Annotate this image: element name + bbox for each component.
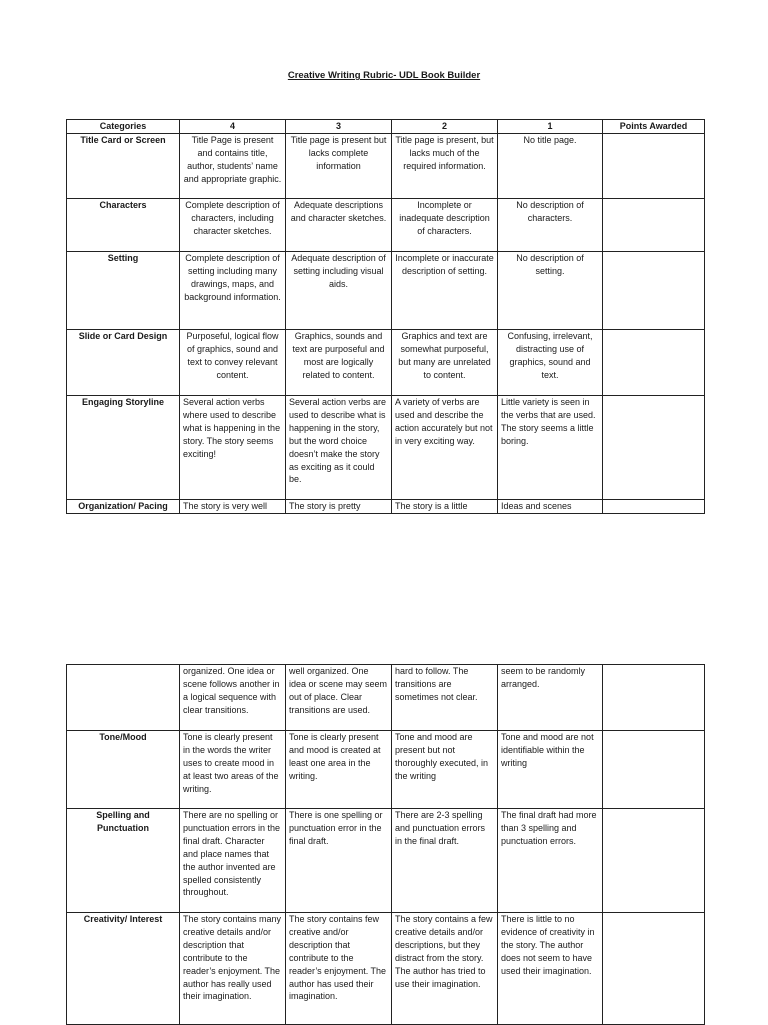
- category-cell: Characters: [67, 199, 180, 252]
- category-cell: Tone/Mood: [67, 731, 180, 809]
- score-1-cell: Tone and mood are not identifiable within the writing: [498, 731, 603, 809]
- category-cell: Creativity/ Interest: [67, 913, 180, 1025]
- points-cell: [603, 330, 705, 396]
- rubric-table-page-1: [66, 119, 705, 514]
- header-points-awarded: Points Awarded: [603, 120, 705, 134]
- category-cell: Slide or Card Design: [67, 330, 180, 396]
- score-4-cell: Several action verbs where used to describe what is happening in the story. The story seems exciting!: [180, 396, 286, 500]
- score-4-cell: The story is very well: [180, 500, 286, 514]
- score-4-cell: The story contains many creative details and/or description that contribute to the reader’s enjoyment. The author has really used their imagination.: [180, 913, 286, 1025]
- score-2-cell: Tone and mood are present but not thoroughly executed, in the writing: [392, 731, 498, 809]
- points-cell: [603, 252, 705, 330]
- score-4-cell: Complete description of setting including many drawings, maps, and background information.: [180, 252, 286, 330]
- score-3-cell: The story is pretty: [286, 500, 392, 514]
- score-3-cell: Tone is clearly present and mood is created at least one area in the writing.: [286, 731, 392, 809]
- category-cell: Engaging Storyline: [67, 396, 180, 500]
- document-title: Creative Writing Rubric- UDL Book Builder: [287, 70, 481, 81]
- score-3-cell: There is one spelling or punctuation error in the final draft.: [286, 809, 392, 913]
- points-cell: [603, 500, 705, 514]
- score-3-cell: The story contains few creative and/or description that contribute to the reader’s enjoyment. The author has used their imagination.: [286, 913, 392, 1025]
- category-cell: [67, 665, 180, 731]
- score-1-cell: There is little to no evidence of creativity in the story. The author does not seem to have used their imagination.: [498, 913, 603, 1025]
- score-3-cell: Adequate description of setting including visual aids.: [286, 252, 392, 330]
- points-cell: [603, 199, 705, 252]
- score-4-cell: organized. One idea or scene follows another in a logical sequence with clear transitions.: [180, 665, 286, 731]
- points-cell: [603, 134, 705, 199]
- score-1-cell: Confusing, irrelevant, distracting use of graphics, sound and text.: [498, 330, 603, 396]
- table-row: [67, 500, 705, 514]
- score-2-cell: Title page is present, but lacks much of the required information.: [392, 134, 498, 199]
- score-4-cell: Title Page is present and contains title, author, students’ name and appropriate graphic.: [180, 134, 286, 199]
- score-3-cell: Adequate descriptions and character sketches.: [286, 199, 392, 252]
- score-4-cell: There are no spelling or punctuation errors in the final draft. Character and place names that the author invented are spelled consistently throughout.: [180, 809, 286, 913]
- score-3-cell: Several action verbs are used to describe what is happening in the story, but the word choice doesn’t make the story as exciting as it could be.: [286, 396, 392, 500]
- table-row: [67, 199, 705, 252]
- score-3-cell: Graphics, sounds and text are purposeful and most are logically related to content.: [286, 330, 392, 396]
- rubric-table-page-2: [66, 664, 705, 1025]
- points-cell: [603, 396, 705, 500]
- score-1-cell: No description of setting.: [498, 252, 603, 330]
- category-cell: Title Card or Screen: [67, 134, 180, 199]
- score-1-cell: The final draft had more than 3 spelling and punctuation errors.: [498, 809, 603, 913]
- score-2-cell: Incomplete or inaccurate description of setting.: [392, 252, 498, 330]
- table-row: [67, 809, 705, 913]
- page-break-gap: [0, 516, 768, 656]
- score-1-cell: Little variety is seen in the verbs that are used. The story seems a little boring.: [498, 396, 603, 500]
- score-2-cell: Graphics and text are somewhat purposeful, but many are unrelated to content.: [392, 330, 498, 396]
- table-row: [67, 913, 705, 1025]
- table-row: [67, 134, 705, 199]
- score-3-cell: well organized. One idea or scene may seem out of place. Clear transitions are used.: [286, 665, 392, 731]
- score-1-cell: Ideas and scenes: [498, 500, 603, 514]
- table-row: [67, 396, 705, 500]
- score-2-cell: Incomplete or inadequate description of characters.: [392, 199, 498, 252]
- table-row: [67, 731, 705, 809]
- score-4-cell: Tone is clearly present in the words the writer uses to create mood in at least two areas of the writing.: [180, 731, 286, 809]
- score-1-cell: No description of characters.: [498, 199, 603, 252]
- points-cell: [603, 665, 705, 731]
- table-row: [67, 252, 705, 330]
- score-2-cell: The story is a little: [392, 500, 498, 514]
- table-row: [67, 330, 705, 396]
- header-score-3: 3: [286, 120, 392, 134]
- category-cell: Setting: [67, 252, 180, 330]
- header-score-1: 1: [498, 120, 603, 134]
- header-categories: Categories: [67, 120, 180, 134]
- score-3-cell: Title page is present but lacks complete information: [286, 134, 392, 199]
- score-4-cell: Complete description of characters, including character sketches.: [180, 199, 286, 252]
- score-2-cell: There are 2-3 spelling and punctuation errors in the final draft.: [392, 809, 498, 913]
- category-cell: Organization/ Pacing: [67, 500, 180, 514]
- header-score-4: 4: [180, 120, 286, 134]
- points-cell: [603, 913, 705, 1025]
- score-2-cell: hard to follow. The transitions are sometimes not clear.: [392, 665, 498, 731]
- points-cell: [603, 809, 705, 913]
- score-2-cell: A variety of verbs are used and describe the action accurately but not in very exciting way.: [392, 396, 498, 500]
- score-4-cell: Purposeful, logical flow of graphics, sound and text to convey relevant content.: [180, 330, 286, 396]
- category-cell: Spelling and Punctuation: [67, 809, 180, 913]
- points-cell: [603, 731, 705, 809]
- header-row: [67, 120, 705, 134]
- score-1-cell: seem to be randomly arranged.: [498, 665, 603, 731]
- score-1-cell: No title page.: [498, 134, 603, 199]
- header-score-2: 2: [392, 120, 498, 134]
- table-row: [67, 665, 705, 731]
- score-2-cell: The story contains a few creative details and/or descriptions, but they distract from the story. The author has tried to use their imagination.: [392, 913, 498, 1025]
